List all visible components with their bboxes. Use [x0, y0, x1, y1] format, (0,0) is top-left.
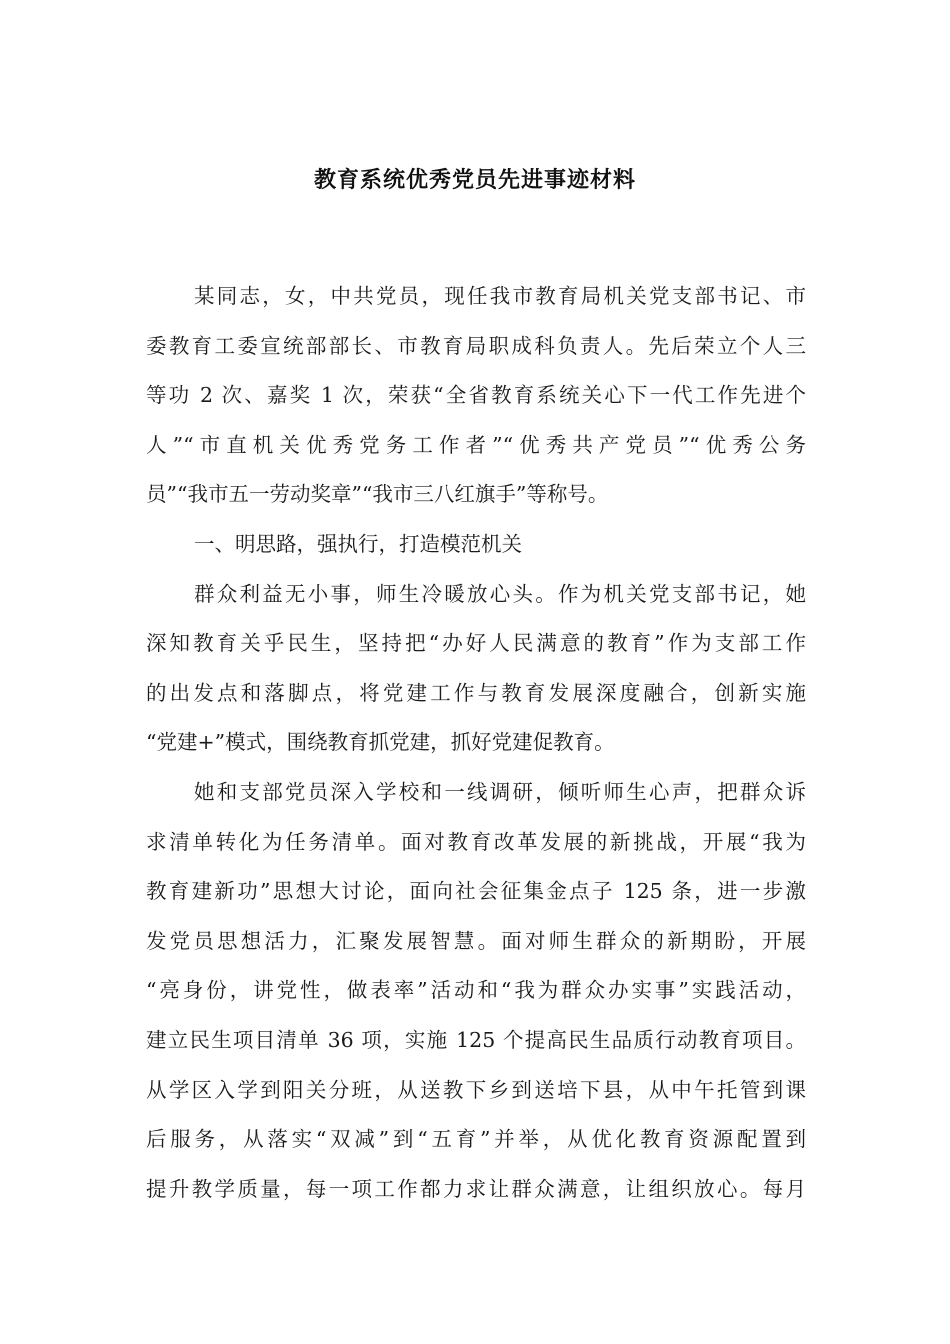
- paragraph-line: “亮身份，讲党性，做表率”活动和“我为群众办实事”实践活动，: [146, 978, 806, 1002]
- paragraph-line: 从学区入学到阳关分班，从送教下乡到送培下县，从中午托管到课: [146, 1078, 806, 1102]
- paragraph-line: 员”“我市五一劳动奖章”“我市三八红旗手”等称号。: [146, 482, 609, 506]
- paragraph-line: 教育建新功”思想大讨论，面向社会征集金点子 125 条，进一步激: [146, 879, 806, 903]
- paragraph-line: 建立民生项目清单 36 项，实施 125 个提高民生品质行动教育项目。: [146, 1028, 806, 1052]
- paragraph-line: 她和支部党员深入学校和一线调研，倾听师生心声，把群众诉: [194, 780, 806, 804]
- paragraph-line: “党建+”模式，围绕教育抓党建，抓好党建促教育。: [146, 730, 615, 754]
- paragraph-line: 深知教育关乎民生，坚持把“办好人民满意的教育”作为支部工作: [146, 631, 806, 655]
- paragraph-line: 后服务，从落实“双减”到“五育”并举，从优化教育资源配置到: [146, 1127, 806, 1151]
- paragraph-line: 群众利益无小事，师生冷暖放心头。作为机关党支部书记，她: [194, 582, 806, 606]
- paragraph-line: 的出发点和落脚点，将党建工作与教育发展深度融合，创新实施: [146, 681, 806, 705]
- section-heading: 一、明思路，强执行，打造模范机关: [194, 532, 522, 556]
- paragraph-line: 委教育工委宣统部部长、市教育局职成科负责人。先后荣立个人三: [146, 334, 806, 358]
- paragraph-line: 提升教学质量，每一项工作都力求让群众满意，让组织放心。每月: [146, 1177, 806, 1201]
- paragraph-line: 求清单转化为任务清单。面对教育改革发展的新挑战，开展“我为: [146, 830, 806, 854]
- paragraph-line: 等功 2 次、嘉奖 1 次，荣获“全省教育系统关心下一代工作先进个: [146, 383, 806, 407]
- paragraph-line: 某同志，女，中共党员，现任我市教育局机关党支部书记、市: [194, 284, 806, 308]
- paragraph-line: 发党员思想活力，汇聚发展智慧。面对师生群众的新期盼，开展: [146, 929, 806, 953]
- paragraph-line: 人”“市直机关优秀党务工作者”“优秀共产党员”“优秀公务: [146, 433, 806, 457]
- document-title: 教育系统优秀党员先进事迹材料: [313, 167, 636, 193]
